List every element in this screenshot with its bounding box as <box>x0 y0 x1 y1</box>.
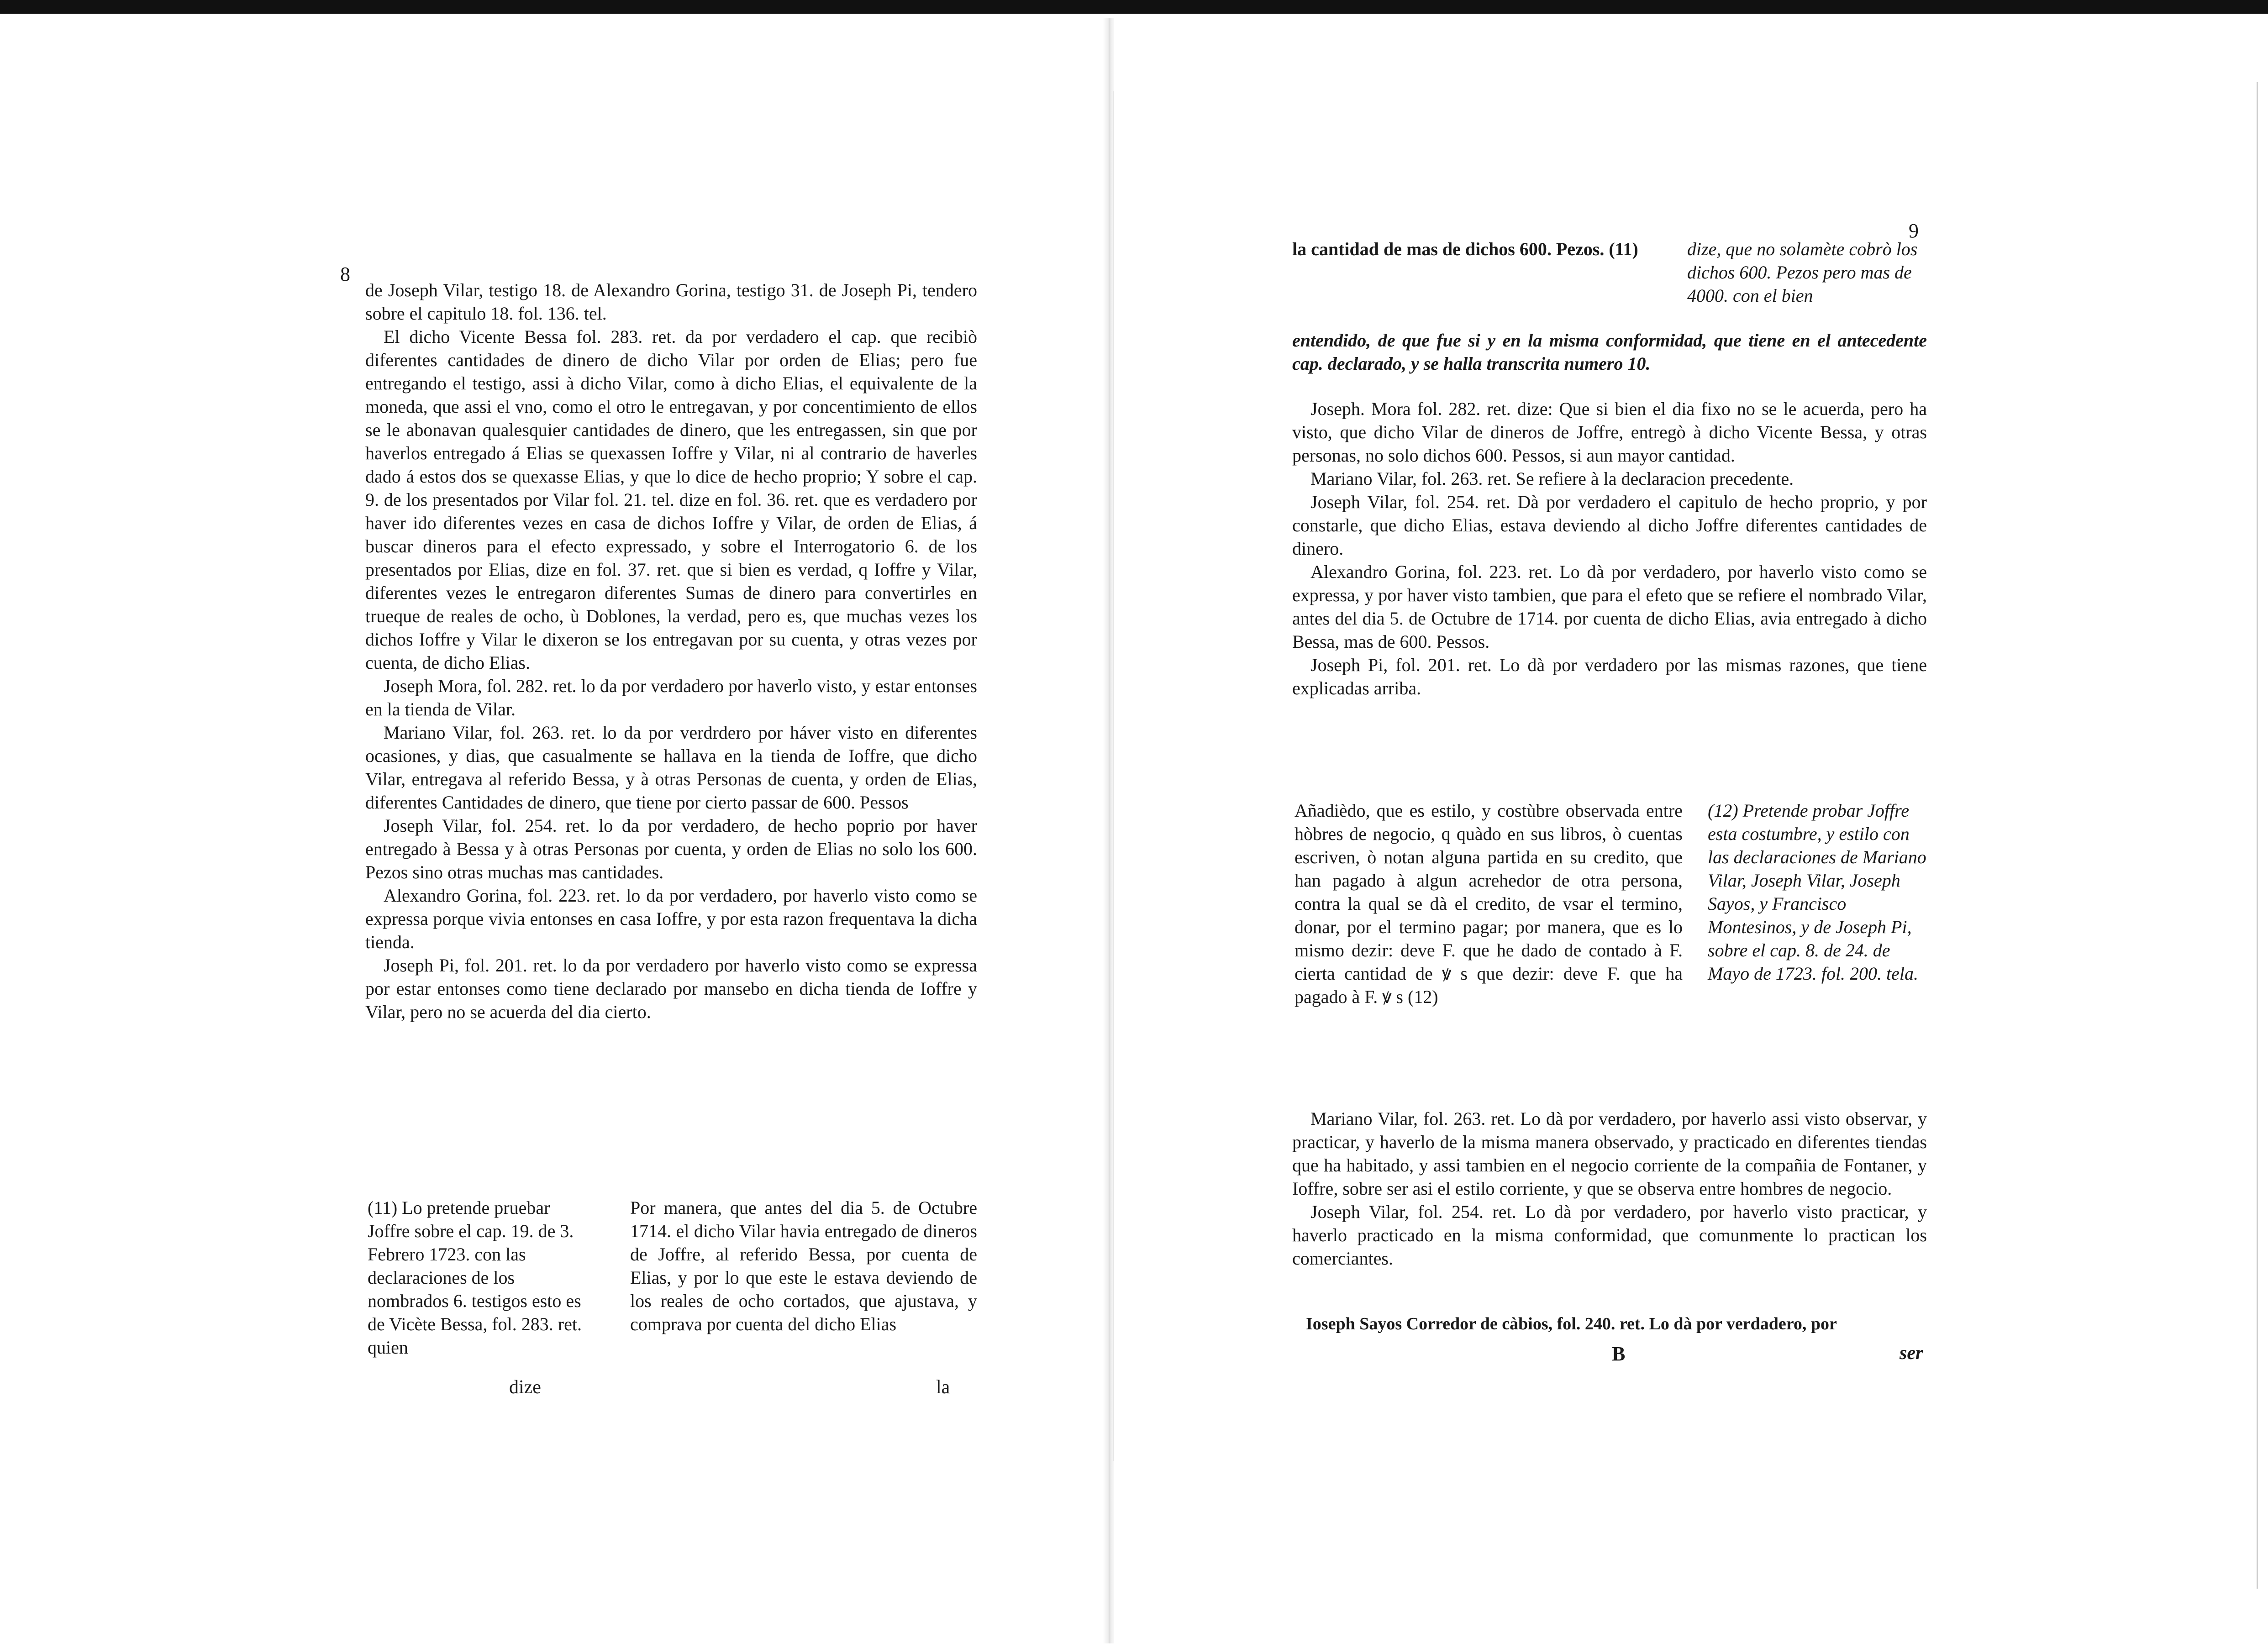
right-paragraph: Joseph Pi, fol. 201. ret. Lo dà por verdadero por las mismas razones, que tiene explicadas arriba. <box>1292 655 1927 698</box>
right-paragraph: Alexandro Gorina, fol. 223. ret. Lo dà por verdadero, por haverlo visto como se expressa, y por haver visto tambien, que para el efeto que se refiere el nombrado Vilar, antes del dia 5. de Octubre de 1714. por cuenta de dicho Elias, avia entregado à dicho Bessa, mas de 600. Pessos. <box>1292 562 1927 652</box>
left-main-text <box>365 278 977 1023</box>
left-catchword-note: dize <box>509 1377 541 1398</box>
right-catchword: ser <box>1900 1343 1923 1364</box>
left-page <box>0 14 1105 1648</box>
right-mid-text: Añadièdo, que es estilo, y costùbre observada entre hòbres de negocio, q quàdo en sus libros, ò cuentas escriven, ò notan alguna partida en su credito, que han pagado à algun acrehedor de otra persona, contra la qual se dà el credito, de vsar el termino, donar, por el termino pagar; por manera, que es lo mismo dezir: deve F. que he dado de contado à F. cierta cantidad de ꝟ s que dezir: deve F. que ha pagado à F. ꝟ s (12) <box>1294 800 1683 1007</box>
left-marginal-note: (11) Lo pretende pruebar Joffre sobre el cap. 19. de 3. Febrero 1723. con las declaraciones de los nombrados 6. testigos esto es de Vicète Bessa, fol. 283. ret. quien <box>368 1197 582 1358</box>
right-marginal-note: (12) Pretende probar Joffre esta costumbre, y estilo con las declaraciones de Mariano Vilar, Joseph Vilar, Joseph Sayos, y Francisco Montesinos, y de Joseph Pi, sobre el cap. 8. de 24. de Mayo de 1723. fol. 200. tela. <box>1708 800 1926 984</box>
right-paragraph: Joseph Vilar, fol. 254. ret. Dà por verdadero el capitulo de hecho proprio, y por constarle, que dicho Elias, estava deviendo al dicho Joffre diferentes cantidades de dinero. <box>1292 492 1927 559</box>
left-paragraph: Joseph Vilar, fol. 254. ret. lo da por verdadero, de hecho poprio por haver entregado à Bessa y à otras Personas por cuenta, y orden de Elias no solo los 600. Pezos sino otras muchas mas cantidades. <box>365 815 977 882</box>
right-top-note: dize, que no solamète cobrò los dichos 600. Pezos pero mas de 4000. con el bien <box>1687 239 1918 306</box>
right-top-continuation: entendido, de que fue si y en la misma conformidad, que tiene en el antecedente cap. declarado, y se halla transcrita numero 10. <box>1292 330 1927 374</box>
right-paragraph: Mariano Vilar, fol. 263. ret. Se refiere à la declaracion precedente. <box>1310 468 1794 489</box>
left-paragraph: El dicho Vicente Bessa fol. 283. ret. da por verdadero el cap. que recibiò diferentes cantidades de dinero de dicho Vilar por orden de Elias; pero fue entregando el testigo, assi à dicho Vilar, como à dicho Elias, el equivalente de la moneda, que assi el vno, como el otro le entregavan, y por concentimiento de ellos se le abonavan qualesquier cantidades de dinero, que les entregassen, sin que por haverlos entregado á Elias se quexassen Ioffre y Vilar, ni al contrario de haverles dado á estos dos se quexasse Elias, y que lo dice de hecho proprio; Y sobre el cap. 9. de los presentados por Vilar fol. 21. tel. dize en fol. 36. ret. que es verdadero por haver ido diferentes vezes en casa de dichos Ioffre y Vilar, de orden de Elias, á buscar dineros para el efecto expressado, y sobre el Interrogatorio 6. de los presentados por Elias, dize en fol. 37. ret. que si bien es verdad, q Ioffre y Vilar, diferentes vezes le entregaron diferentes Sumas de dinero para convertirles en trueque de reales de ocho, ù Doblones, la verdad, pero es, que muchas vezes los dichos Ioffre y Vilar le dixeron se los entregavan por su cuenta, y otras vezes por cuenta, de dicho Elias. <box>365 326 977 673</box>
right-main-text <box>1292 397 1927 700</box>
right-paragraph: Mariano Vilar, fol. 263. ret. Lo dà por verdadero, por haverlo assi visto observar, y practicar, y haverlo de la misma manera observado, y practicado en diferentes tiendas que ha habitado, y assi tambien en el negocio corriente de la compañia de Fontaner, y Ioffre, sobre ser asi el estilo corriente, y que se observa entre hombres de negocio. <box>1292 1108 1927 1199</box>
left-paragraph: Joseph Mora, fol. 282. ret. lo da por verdadero por haverlo visto, y estar entonses en la tienda de Vilar. <box>365 676 977 719</box>
right-paragraph: Joseph. Mora fol. 282. ret. dize: Que si bien el dia fixo no se le acuerda, pero ha visto, que dicho Vilar de dineros de Joffre, entregò à dicho Vicente Bessa, y otras personas, no solo dichos 600. Pessos, si aun mayor cantidad. <box>1292 399 1927 466</box>
left-paragraph: Mariano Vilar, fol. 263. ret. lo da por verdrdero por háver visto en diferentes ocasiones, y dias, que casualmente se hallava en la tienda de Ioffre, que dicho Vilar, entregava al referido Bessa, y à otras Personas de cuenta, y orden de Elias, diferentes Cantidades de dinero, que tiene por cierto passar de 600. Pessos <box>365 722 977 813</box>
left-page-number: 8 <box>340 263 350 285</box>
left-paragraph: Alexandro Gorina, fol. 223. ret. lo da por verdadero, por haverlo visto como se expressa porque vivia entonses en casa Ioffre, y por esta razon frequentava la dicha tienda. <box>365 885 977 952</box>
right-page-number: 9 <box>1909 220 1919 242</box>
right-bottom-text <box>1292 1107 1927 1270</box>
page-edge <box>2257 82 2258 1589</box>
right-paragraph: Joseph Vilar, fol. 254. ret. Lo dà por verdadero, por haverlo visto practicar, y haverlo practicado en la misma conformidad, que comunmente lo practican los comerciantes. <box>1292 1202 1927 1269</box>
left-continuation-text: Por manera, que antes del dia 5. de Octubre 1714. el dicho Vilar havia entregado de dineros de Joffre, al referido Bessa, por cuenta de Elias, y por lo que este le estava deviendo de los reales de ocho cortados, que ajustava, y comprava por cuenta del dicho Elias <box>630 1197 977 1334</box>
signature-mark: B <box>1612 1343 1626 1365</box>
left-catchword: la <box>936 1377 950 1398</box>
right-page <box>1114 14 2268 1648</box>
left-paragraph: de Joseph Vilar, testigo 18. de Alexandro Gorina, testigo 31. de Joseph Pi, tendero sobre el capitulo 18. fol. 136. tel. <box>365 280 977 324</box>
right-top-left-text: la cantidad de mas de dichos 600. Pezos. (11) <box>1292 239 1638 259</box>
left-paragraph: Joseph Pi, fol. 201. ret. lo da por verdadero por haverlo visto como se expressa por estar entonses como tiene declarado por mansebo en dicha tienda de Ioffre y Vilar, pero no se acuerda del dia cierto. <box>365 955 977 1022</box>
scanner-top-bar <box>0 0 2268 14</box>
right-last-line: Ioseph Sayos Corredor de càbios, fol. 240. ret. Lo dà por verdadero, por <box>1306 1314 1837 1333</box>
